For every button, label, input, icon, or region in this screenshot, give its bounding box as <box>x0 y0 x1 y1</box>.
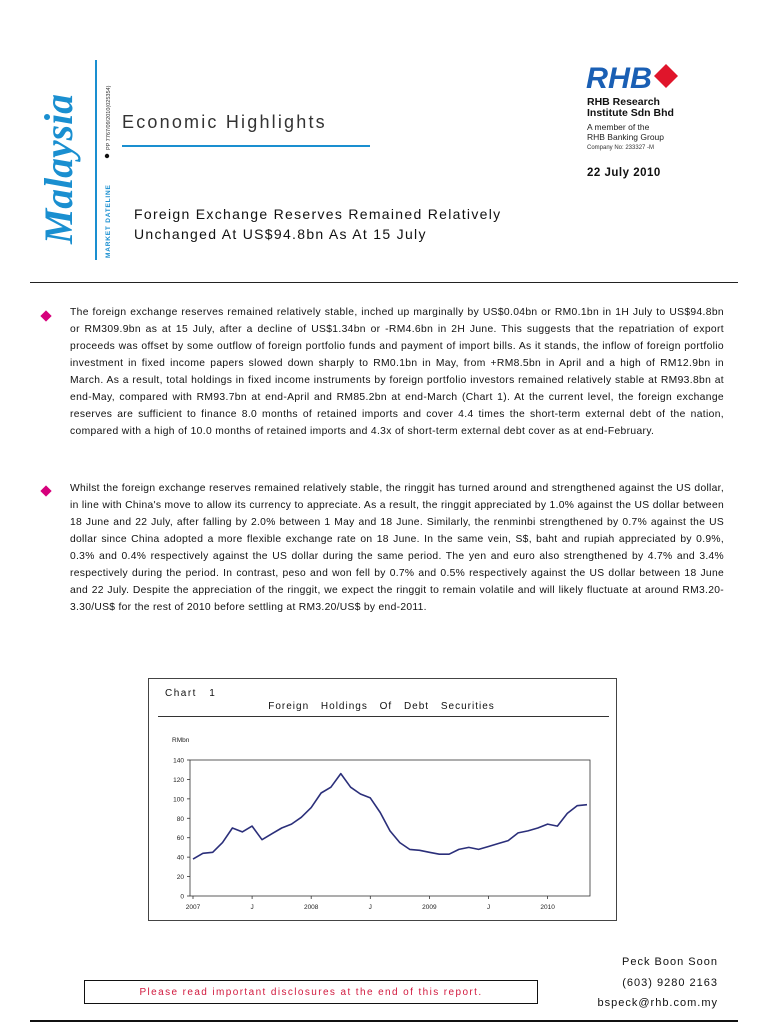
masthead-vertical-rule <box>95 60 97 260</box>
y-tick-label: 100 <box>173 796 184 804</box>
y-tick-label: 80 <box>176 815 184 823</box>
publisher-name-line-1: RHB Research <box>587 96 660 108</box>
disclaimer-text: Please read important disclosures at the end of this report. <box>139 986 483 998</box>
y-tick-label: 60 <box>176 835 184 843</box>
bullet-1-icon <box>40 310 51 321</box>
member-note-line-1: A member of the <box>587 122 650 132</box>
x-tick-label: 2008 <box>303 904 319 911</box>
masthead-vertical-text <box>100 60 114 260</box>
x-tick-label: J <box>486 904 491 911</box>
section-title: Economic Highlights <box>122 112 327 132</box>
member-note-line-2: RHB Banking Group <box>587 132 665 142</box>
market-dateline-label: MARKET DATELINE <box>105 184 112 258</box>
malaysia-wordmark <box>36 92 88 252</box>
rhb-logo <box>586 60 686 92</box>
member-note <box>587 122 664 142</box>
malaysia-wordmark-text: Malaysia <box>36 92 81 244</box>
y-tick-label: 40 <box>176 854 184 862</box>
rhb-diamond-icon <box>654 64 678 88</box>
company-number: Company No: 233327 -M <box>587 145 655 151</box>
author-phone: (603) 9280 2163 <box>622 977 718 989</box>
chart-label: Chart 1 <box>165 688 217 699</box>
disclaimer-box <box>84 980 538 1004</box>
bullet-2-icon <box>40 485 51 496</box>
chart-title: Foreign Holdings Of Debt Securities <box>268 701 495 712</box>
author-name: Peck Boon Soon <box>622 956 718 968</box>
report-date: 22 July 2010 <box>587 167 661 179</box>
x-tick-label: 2007 <box>185 904 201 911</box>
paragraph-1: The foreign exchange reserves remained relatively stable, inched up marginally by US$0.04bn or RM0.1bn in 1H July to US$94.8bn or RM309.9bn as at 15 July, after a decline of US$1.34bn or -RM4.6bn in 2H June. This suggests that the repatriation of export proceeds was offset by some outflow of foreign portfolio funds and payment of import bills. As it stands, the inflow of foreign portfolio investment in fixed income papers slowed down sharply to RM0.1bn in May, from +RM8.5bn in April and a high of RM12.9bn in March. As a result, total holdings in fixed income instruments by foreign portfolio investors remained relatively stable at RM93.8bn at end-May, compared with RM93.7bn at end-April and RM85.2bn at end-March (Chart 1). At the current level, the foreign exchange reserves are sufficient to finance 8.0 months of retained imports and cover 4.4 times the short-term external debt of the nation, compared with a high of 10.0 months of retained imports and 4.3x of short-term external debt cover as at end-February. <box>70 307 724 437</box>
section-title-rule <box>122 145 370 147</box>
permit-number: PP 7767/09/2010(025354) <box>106 85 112 150</box>
paragraph-2: Whilst the foreign exchange reserves remained relatively stable, the ringgit has turned around and strengthened against the US dollar, in line with China's move to allow its currency to appreciate. As a result, the ringgit appreciated by 1.0% against the US dollar between 18 June and 22 July, after falling by 2.0% between 1 May and 18 June. Similarly, the renminbi strengthened by 0.7% against the US dollar since China adopted a more flexible exchange rate on 18 June. In the same vein, S$, baht and rupiah appreciated by 0.9%, 0.3% and 0.4% respectively against the US dollar during the same period. The yen and euro also strengthened by 4.7% and 3.4% respectively during the period. In contrast, peso and won fell by 0.7% and 0.5% respectively against the US dollar between 18 June and 22 July. Despite the appreciation of the ringgit, we expect the ringgit to remain volatile and will likely fluctuate at around RM3.20-3.30/US$ for the rest of 2010 before settling at RM3.20/US$ by end-2011. <box>70 483 724 613</box>
y-tick-label: 120 <box>173 776 184 784</box>
chart-y-axis-label: RMbn <box>172 737 190 744</box>
header-divider <box>30 282 738 283</box>
author-email[interactable]: bspeck@rhb.com.my <box>597 997 718 1009</box>
chart-title-rule <box>158 716 609 717</box>
headline-line-2: Unchanged At US$94.8bn As At 15 July <box>134 226 427 242</box>
chart-plot <box>160 730 600 916</box>
y-tick-label: 140 <box>173 757 184 765</box>
x-tick-label: 2010 <box>540 904 555 911</box>
footer-rule <box>30 1020 738 1022</box>
x-tick-label: J <box>250 904 254 911</box>
rhb-logo-text: RHB <box>586 62 652 92</box>
headline-line-1: Foreign Exchange Reserves Remained Relatively <box>134 206 502 222</box>
y-tick-label: 0 <box>180 893 184 901</box>
x-tick-label: 2009 <box>422 904 437 911</box>
headline <box>134 204 501 244</box>
publisher-name <box>587 97 674 119</box>
x-tick-label: J <box>368 904 372 911</box>
publisher-name-line-2: Institute Sdn Bhd <box>587 107 674 119</box>
separator-dot <box>105 154 109 158</box>
y-tick-label: 20 <box>176 874 184 882</box>
series-line <box>193 774 587 860</box>
